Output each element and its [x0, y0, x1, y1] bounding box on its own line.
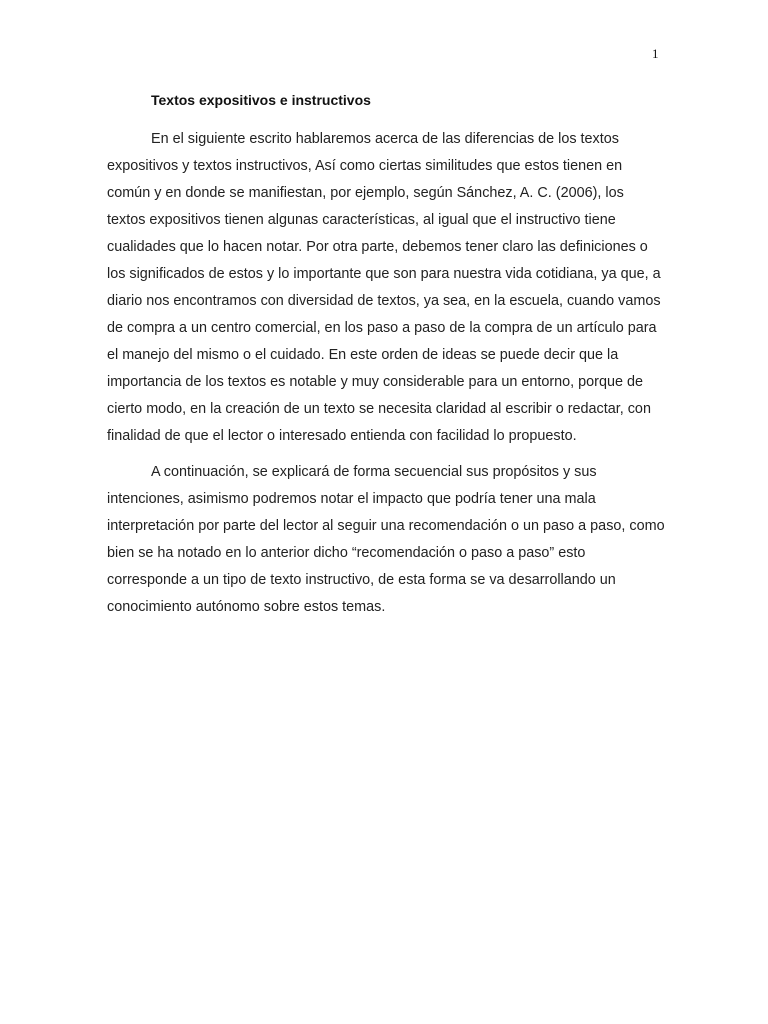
paragraph-continuation: A continuación, se explicará de forma secuencial sus propósitos y sus intenciones, asimismo podremos notar el impacto que podría tener una mala interpretación por parte del lector al seguir una recomendación o un paso a paso, como bien se ha notado en lo anterior dicho “recomendación o paso a paso” esto corresponde a un tipo de texto instructivo, de esta forma se va desarrollando un conocimiento autónomo sobre estos temas. — [107, 464, 665, 615]
document-title: Textos expositivos e instructivos — [151, 92, 371, 108]
paragraph-intro: En el siguiente escrito hablaremos acerca de las diferencias de los textos expositivos y textos instructivos, Así como ciertas similitudes que estos tienen en común y en donde se manifiestan, por ejemplo, según Sánchez, A. C. (2006), los textos expositivos tienen algunas características, al igual que el instructivo tiene cualidades que lo hacen notar. Por otra parte, debemos tener claro las definiciones o los significados de estos y lo importante que son para nuestra vida cotidiana, ya que, a diario nos encontramos con diversidad de textos, ya sea, en la escuela, cuando vamos de compra a un centro comercial, en los paso a paso de la compra de un artículo para el manejo del mismo o el cuidado. En este orden de ideas se puede decir que la importancia de los textos es notable y muy considerable para un entorno, porque de cierto modo, en la creación de un texto se necesita claridad al escribir o redactar, con finalidad de que el lector o interesado entienda con facilidad lo propuesto. — [107, 131, 661, 444]
document-body — [107, 126, 665, 630]
page-number: 1 — [652, 46, 659, 61]
